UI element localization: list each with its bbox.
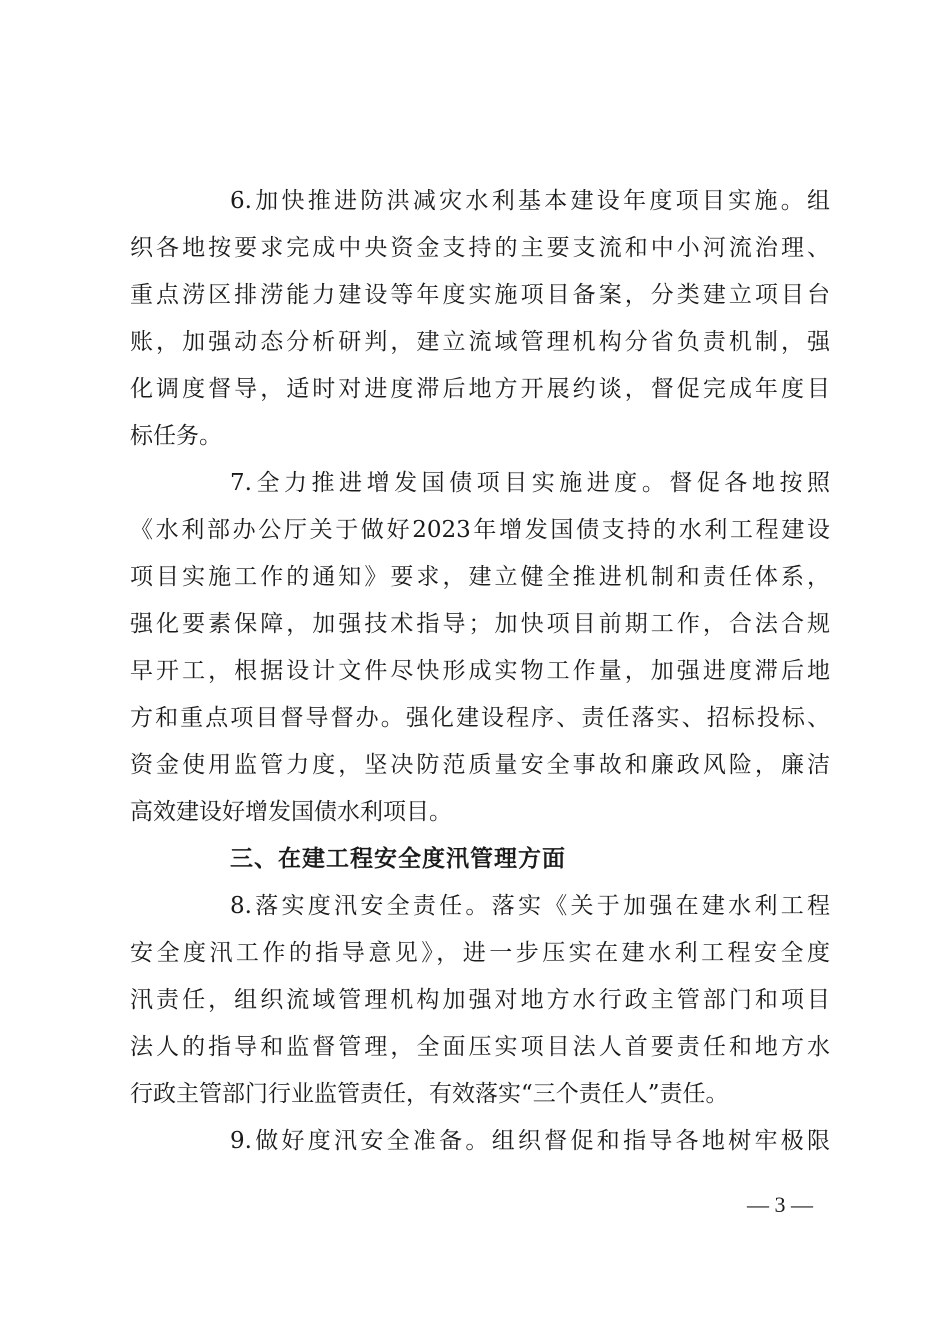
body-text [130,178,830,1165]
paragraph-7-line-2: 《水利部办公厅关于做好2023年增发国债支持的水利工程建设 [130,517,830,543]
paragraph-6-line-3: 重点涝区排涝能力建设等年度实施项目备案，分类建立项目台 [130,282,830,308]
paragraph-8-line-2: 安全度汛工作的指导意见》，进一步压实在建水利工程安全度 [130,940,830,966]
paragraph-7-line-4: 强化要素保障，加强技术指导；加快项目前期工作，合法合规 [130,611,830,637]
paragraph-6-line-6: 标任务。 [130,423,222,449]
paragraph-7-line-5: 早开工，根据设计文件尽快形成实物工作量，加强进度滞后地 [130,658,830,684]
paragraph-6-line-4: 账，加强动态分析研判，建立流域管理机构分省负责机制，强 [130,329,830,355]
paragraph-6-line-5: 化调度督导，适时对进度滞后地方开展约谈，督促完成年度目 [130,376,830,402]
paragraph-7-line-3: 项目实施工作的通知》要求，建立健全推进机制和责任体系， [130,564,830,590]
paragraph-7-line-8: 高效建设好增发国债水利项目。 [130,799,452,825]
paragraph-9-line-1: 9.做好度汛安全准备。组织督促和指导各地树牢极限 [230,1128,830,1154]
paragraph-8-line-4: 法人的指导和监督管理，全面压实项目法人首要责任和地方水 [130,1034,830,1060]
section-heading-3: 三、在建工程安全度汛管理方面 [230,846,566,872]
paragraph-8-line-5: 行政主管部门行业监管责任，有效落实“三个责任人”责任。 [130,1081,729,1107]
paragraph-7-line-1: 7.全力推进增发国债项目实施进度。督促各地按照 [230,470,830,496]
paragraph-6-line-1: 6.加快推进防洪减灾水利基本建设年度项目实施。组 [230,188,830,214]
page-number: — 3 — [747,1192,813,1217]
paragraph-7-line-7: 资金使用监管力度，坚决防范质量安全事故和廉政风险，廉洁 [130,752,830,778]
paragraph-8-line-1: 8.落实度汛安全责任。落实《关于加强在建水利工程 [230,893,830,919]
paragraph-8-line-3: 汛责任，组织流域管理机构加强对地方水行政主管部门和项目 [130,987,830,1013]
paragraph-7-line-6: 方和重点项目督导督办。强化建设程序、责任落实、招标投标、 [130,705,830,731]
paragraph-6-line-2: 织各地按要求完成中央资金支持的主要支流和中小河流治理、 [130,235,830,261]
